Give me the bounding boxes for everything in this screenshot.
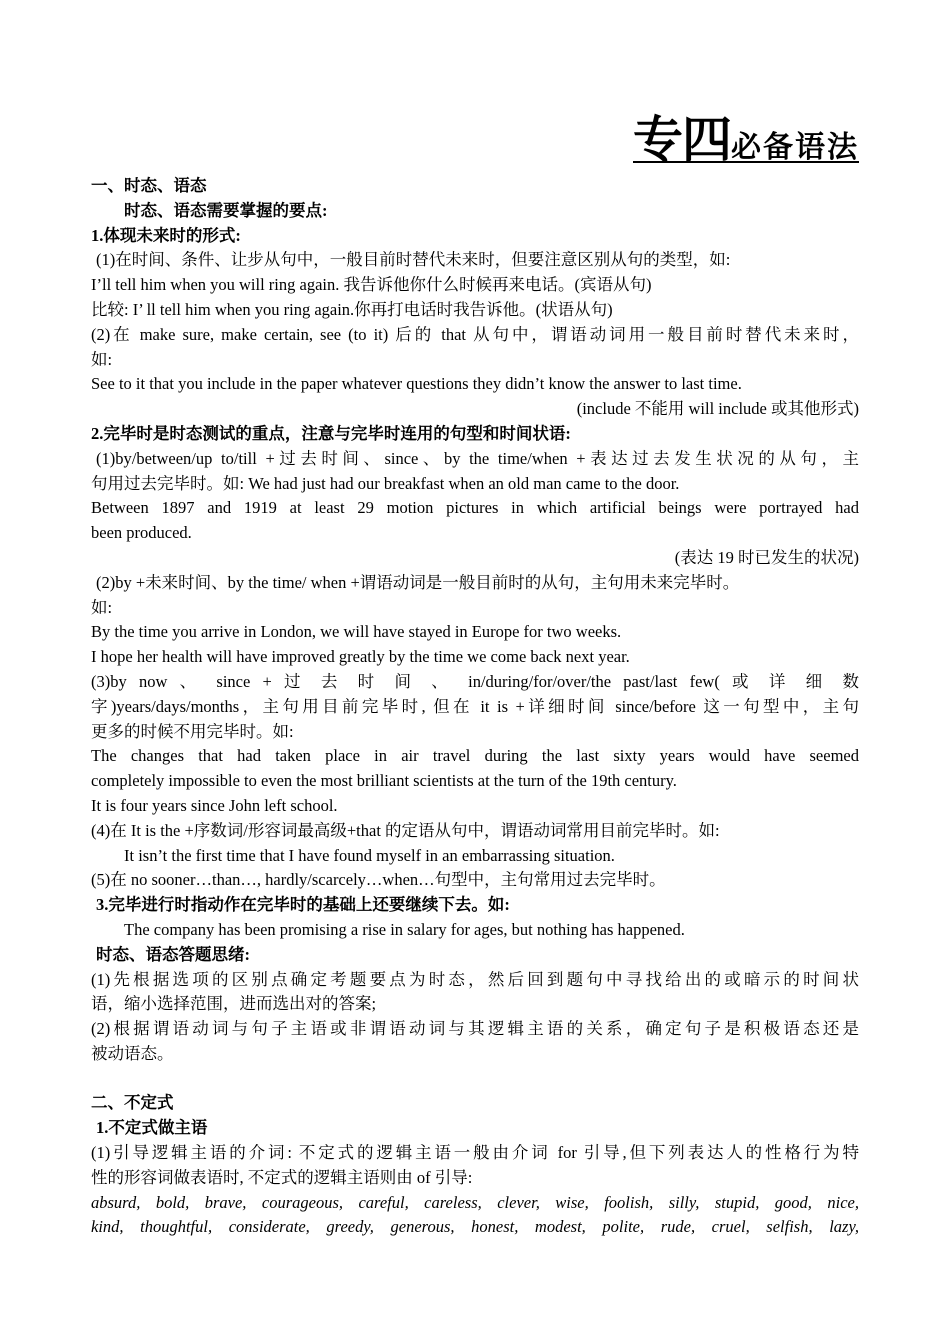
- example-line: It isn’t the first time that I have found myself in an embarrassing situation.: [124, 845, 615, 865]
- note-line: (include 不能用 will include 或其他形式): [576, 399, 859, 419]
- point-heading: 2.完毕时是时态测试的重点，注意与完毕时连用的句型和时间状语:: [91, 423, 571, 443]
- text-line: 被动语态。: [91, 1043, 174, 1063]
- subheading: 时态、语态答题思绪:: [96, 944, 250, 964]
- title-main: 专四: [633, 111, 731, 169]
- example-line: I hope her health will have improved greatly by the time we come back next year.: [91, 647, 630, 667]
- text-line: (5)在 no sooner…than…, hardly/scarcely…when…句型中，主句常用过去完毕时。: [91, 870, 666, 890]
- example-line: The company has been promising a rise in salary for ages, but nothing has happened.: [124, 919, 685, 939]
- text-line: 语，缩小选择范围，进而选出对的答案;: [91, 994, 377, 1014]
- word-list-line: kind, thoughtful, considerate, greedy, generous, honest, modest, polite, rude, cruel, selfish, lazy,: [91, 1217, 859, 1237]
- text-line: (1)先根据选项的区别点确定考题要点为时态，然后回到题句中寻找给出的或暗示的时间状: [91, 969, 859, 989]
- text-line: 更多的时候不用完毕时。如:: [91, 721, 294, 741]
- example-line: completely impossible to even the most brilliant scientists at the turn of the 19th century.: [91, 771, 677, 791]
- example-line: The changes that had taken place in air travel during the last sixty years would have seemed: [91, 746, 859, 766]
- text-line: 如:: [91, 349, 113, 369]
- example-line: been produced.: [91, 523, 192, 543]
- text-line: (4)在 It is the +序数词/形容词最高级+that 的定语从句中，谓语动词常用目前完毕时。如:: [91, 820, 720, 840]
- text-line: 性的形容词做表语时, 不定式的逻辑主语则由 of 引导:: [91, 1167, 473, 1187]
- point-heading: 1.不定式做主语: [96, 1118, 208, 1138]
- document-body: [91, 174, 859, 1240]
- point-heading: 3.完毕进行时指动作在完毕时的基础上还要继续下去。如:: [96, 895, 510, 915]
- text-line: 字)years/days/months，主句用目前完毕时, 但在 it is +详细时间 since/before 这一句型中，主句: [91, 696, 859, 716]
- example-line: By the time you arrive in London, we will have stayed in Europe for two weeks.: [91, 622, 622, 642]
- text-line: (1)引导逻辑主语的介词: 不定式的逻辑主语一般由介词 for 引导,但下列表达人的性格行为特: [91, 1143, 859, 1163]
- text-line: (3)by now 、 since + 过 去 时 间 、 in/during/for/over/the past/last few( 或 详 细 数: [91, 671, 859, 691]
- text-line: 句用过去完毕时。如: We had just had our breakfast when an old man came to the door.: [91, 473, 680, 493]
- example-line: It is four years since John left school.: [91, 795, 338, 815]
- text-line: (1)在时间、条件、让步从句中，一般目前时替代未来时，但要注意区别从句的类型，如:: [96, 250, 731, 270]
- note-line: (表达 19 时已发生的状况): [674, 547, 859, 567]
- section-heading: 二、不定式: [91, 1093, 174, 1113]
- text-line: (1)by/between/up to/till +过去时间、since、by the time/when +表达过去发生状况的从句，主: [96, 448, 859, 468]
- example-line: See to it that you include in the paper whatever questions they didn’t know the answer to last time.: [91, 374, 742, 394]
- example-line: Between 1897 and 1919 at least 29 motion pictures in which artificial beings were portrayed had: [91, 498, 859, 518]
- document-title: [633, 100, 859, 172]
- subheading: 时态、语态需要掌握的要点:: [124, 200, 328, 220]
- text-line: (2)by +未来时间、by the time/ when +谓语动词是一般目前时的从句，主句用未来完毕时。: [96, 572, 740, 592]
- text-line: 如:: [91, 597, 113, 617]
- text-line: (2)在 make sure, make certain, see (to it) 后的 that 从句中，谓语动词用一般目前时替代未来时，: [91, 324, 859, 344]
- word-list-line: absurd, bold, brave, courageous, careful, careless, clever, wise, foolish, silly, stupid, good, nice,: [91, 1192, 859, 1212]
- example-line: I’ll tell him when you will ring again. 我告诉他你什么时候再来电话。(宾语从句): [91, 275, 652, 295]
- blank-line: [91, 1067, 859, 1092]
- point-heading: 1.体现未来时的形式:: [91, 225, 241, 245]
- section-heading: 一、时态、语态: [91, 176, 207, 195]
- title-sub: 必备语法: [731, 130, 859, 165]
- text-line: 比较: I’ ll tell him when you ring again.你再打电话时我告诉他。(状语从句): [91, 299, 613, 319]
- text-line: (2)根据谓语动词与句子主语或非谓语动词与其逻辑主语的关系，确定句子是积极语态还是: [91, 1019, 859, 1039]
